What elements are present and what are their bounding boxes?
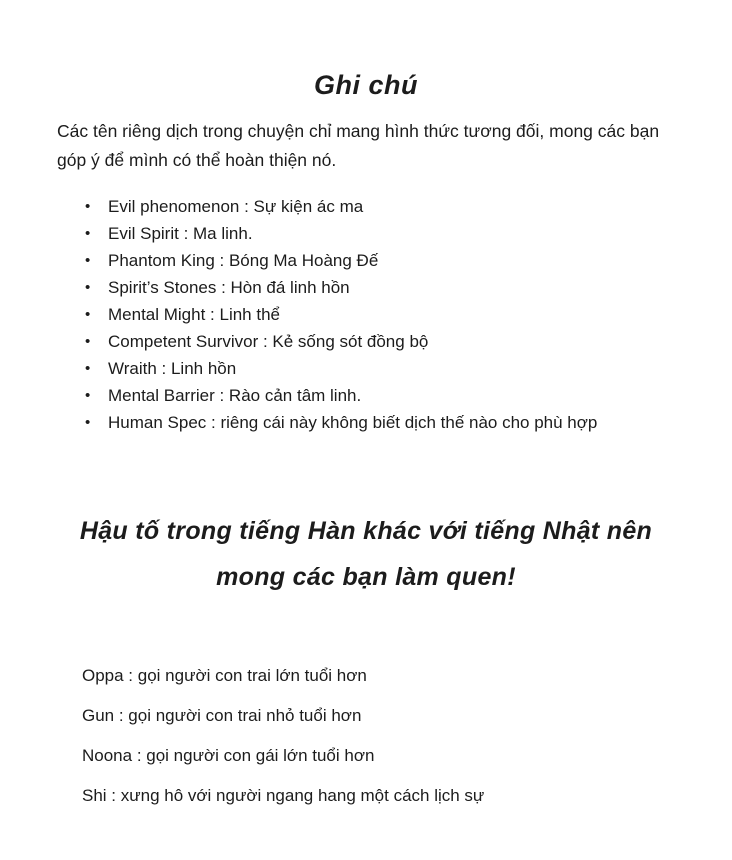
bullet-icon: • [85, 252, 91, 269]
glossary-term: Human Spec : riêng cái này không biết dịch thế nào cho phù hợp [108, 413, 598, 432]
list-item [0, 195, 732, 222]
glossary-term: Competent Survivor : Kẻ sống sót đồng bộ [108, 332, 429, 351]
list-item [0, 384, 732, 411]
glossary-list [0, 195, 732, 438]
honorifics-heading: Hậu tố trong tiếng Hàn khác với tiếng Nhật nên mong các bạn làm quen! [79, 517, 653, 591]
list-item [0, 249, 732, 276]
bullet-icon: • [85, 333, 91, 350]
honorific-term: Noona : gọi người con gái lớn tuổi hơn [82, 746, 375, 765]
list-item [0, 744, 732, 784]
page-title: Ghi chú [314, 70, 418, 100]
bullet-icon: • [85, 360, 91, 377]
glossary-term: Mental Might : Linh thể [108, 305, 280, 324]
bullet-icon: • [85, 306, 91, 323]
list-item [0, 357, 732, 384]
glossary-term: Phantom King : Bóng Ma Hoàng Đế [108, 251, 379, 270]
bullet-icon: • [85, 414, 91, 431]
glossary-term: Evil Spirit : Ma linh. [108, 224, 253, 243]
honorifics-list [0, 664, 732, 824]
list-item [0, 411, 732, 438]
bullet-icon: • [85, 198, 91, 215]
glossary-term: Evil phenomenon : Sự kiện ác ma [108, 197, 364, 216]
honorific-term: Gun : gọi người con trai nhỏ tuổi hơn [82, 706, 362, 725]
list-item [0, 704, 732, 744]
list-item [0, 330, 732, 357]
list-item [0, 303, 732, 330]
bullet-icon: • [85, 387, 91, 404]
glossary-term: Spirit’s Stones : Hòn đá linh hồn [108, 278, 350, 297]
list-item [0, 276, 732, 303]
glossary-term: Mental Barrier : Rào cản tâm linh. [108, 386, 362, 405]
list-item [0, 222, 732, 249]
list-item [0, 664, 732, 704]
bullet-icon: • [85, 279, 91, 296]
bullet-icon: • [85, 225, 91, 242]
intro-paragraph: Các tên riêng dịch trong chuyện chỉ mang hình thức tương đối, mong các bạn góp ý để mình có thể hoàn thiện nó. [57, 121, 660, 170]
honorific-term: Oppa : gọi người con trai lớn tuổi hơn [82, 666, 367, 685]
honorific-term: Shi : xưng hô với người ngang hang một cách lịch sự [82, 786, 485, 805]
glossary-term: Wraith : Linh hồn [108, 359, 237, 378]
list-item [0, 784, 732, 824]
